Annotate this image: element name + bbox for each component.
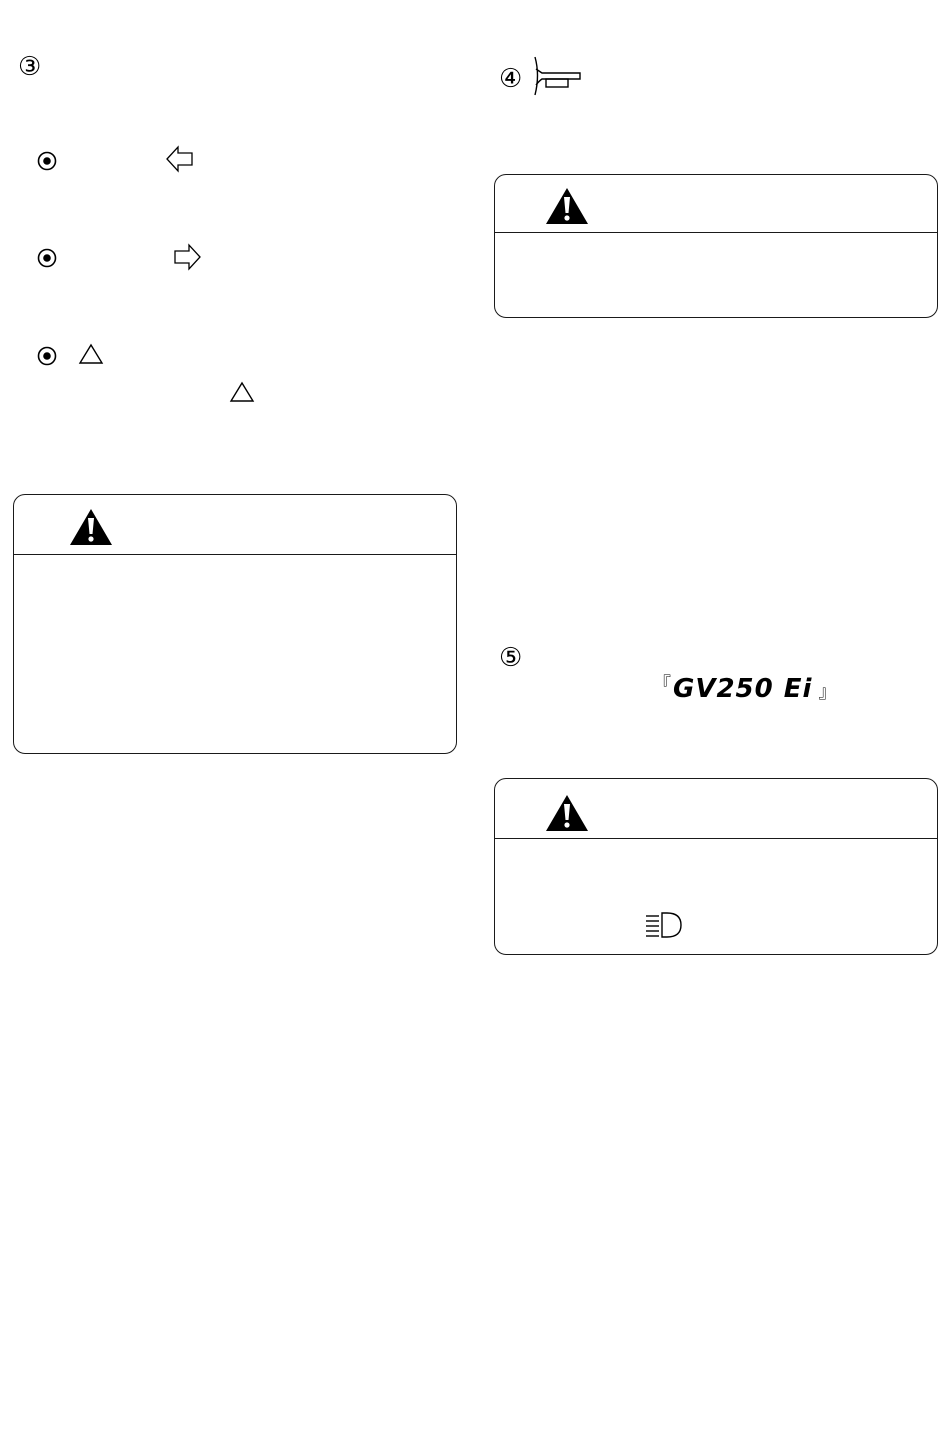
section-number-5: ⑤ xyxy=(499,643,523,673)
hazard-triangle-icon xyxy=(229,381,255,403)
bullet-target-icon xyxy=(37,151,57,171)
warning-divider xyxy=(14,554,456,555)
hazard-triangle-icon xyxy=(78,343,104,365)
warning-exclamation-icon xyxy=(69,508,113,546)
warning-divider xyxy=(495,232,937,233)
warning-divider xyxy=(495,838,937,839)
warning-box xyxy=(494,778,938,955)
bullet-target-icon xyxy=(37,346,57,366)
turn-right-arrow-icon xyxy=(172,242,202,272)
warning-box xyxy=(13,494,457,754)
close-bracket: 』 xyxy=(818,682,837,703)
section-number-4: ④ xyxy=(499,64,523,94)
warning-box xyxy=(494,174,938,318)
open-bracket: 『 xyxy=(653,674,671,695)
high-beam-icon xyxy=(643,910,685,940)
warning-exclamation-icon xyxy=(545,187,589,225)
bullet-target-icon xyxy=(37,248,57,268)
turn-left-arrow-icon xyxy=(165,144,195,174)
section-number-3: ③ xyxy=(18,52,42,82)
model-name-line xyxy=(653,676,836,702)
horn-icon xyxy=(532,55,584,97)
warning-exclamation-icon xyxy=(545,794,589,832)
model-name: GV250 Ei xyxy=(673,674,813,704)
